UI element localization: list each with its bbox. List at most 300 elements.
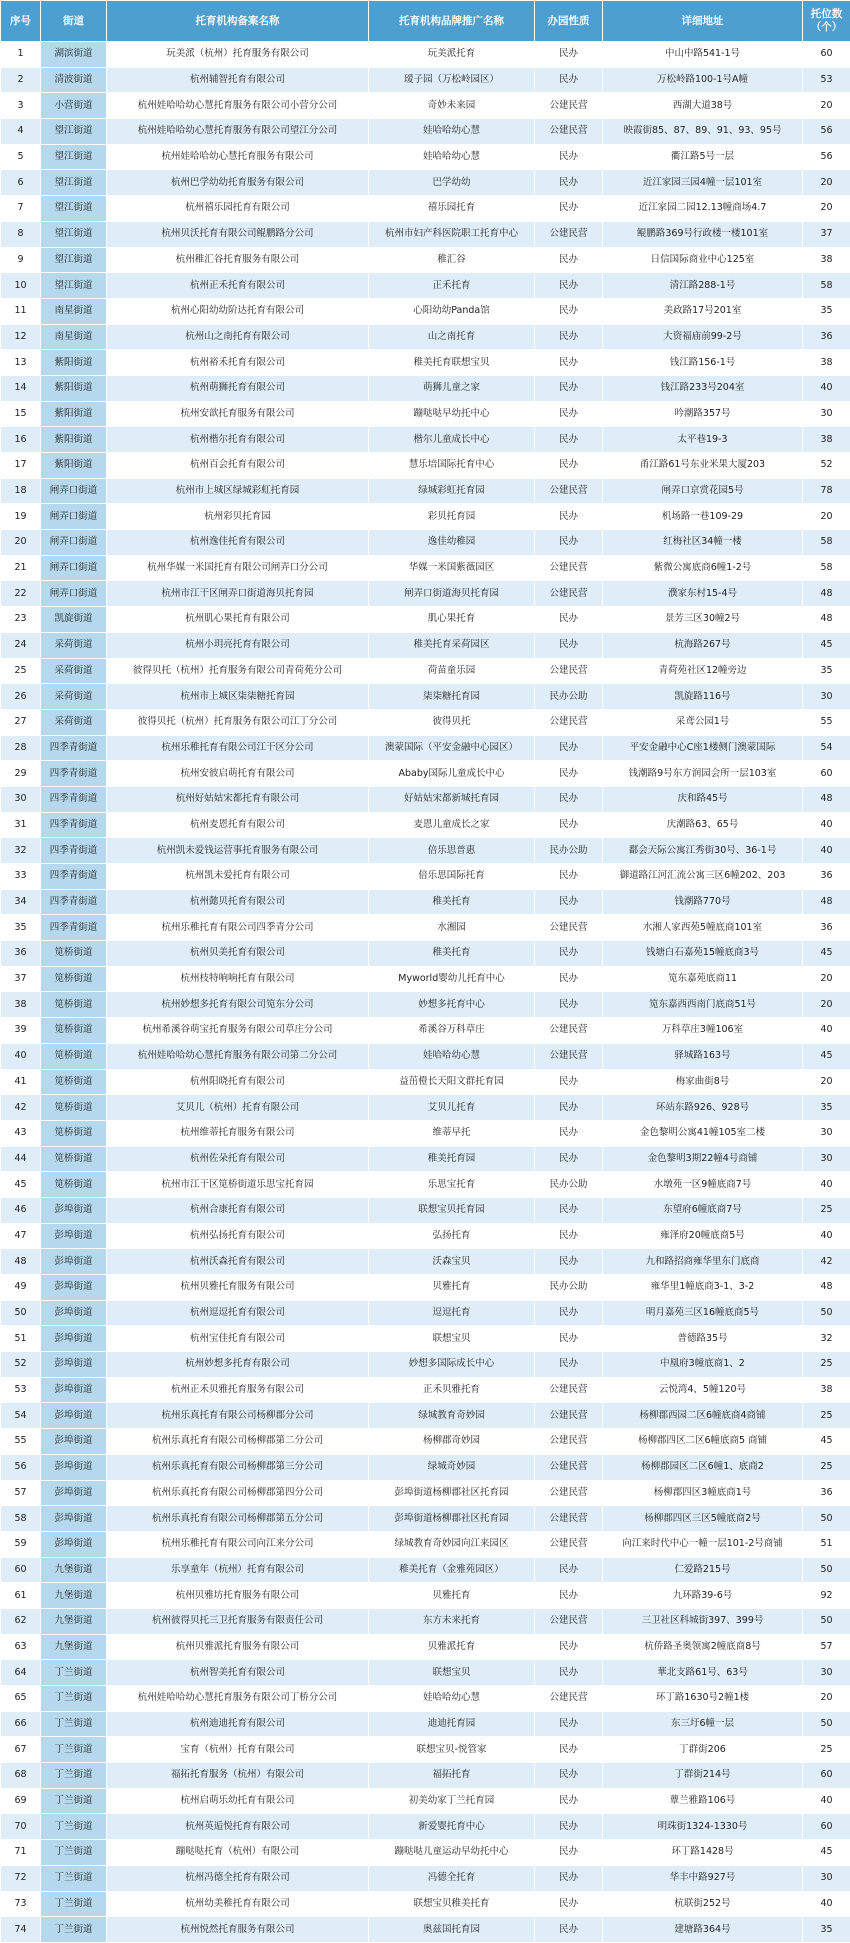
- street-name: 笕桥街道: [41, 1146, 107, 1172]
- table-row: [1, 119, 850, 145]
- row-index: 61: [1, 1583, 41, 1609]
- row-index: 17: [1, 453, 41, 479]
- address: 红梅社区34幢一楼: [603, 530, 803, 556]
- street-name: 九堡街道: [41, 1583, 107, 1609]
- row-index: 57: [1, 1480, 41, 1506]
- header-index: 序号: [1, 1, 41, 42]
- row-index: 33: [1, 864, 41, 890]
- row-index: 54: [1, 1403, 41, 1429]
- brand-name: 绿城彩虹托育园: [369, 478, 535, 504]
- ownership-type: 民办: [535, 42, 603, 68]
- ownership-type: 民办公助: [535, 1172, 603, 1198]
- brand-name: 沃森宝贝: [369, 1249, 535, 1275]
- table-row: [1, 658, 850, 684]
- ownership-type: 民办: [535, 889, 603, 915]
- address: 笕东嘉西西南门底商51号: [603, 992, 803, 1018]
- registered-name: 杭州乐真托育有限公司杨柳郡第三分公司: [107, 1454, 369, 1480]
- row-index: 24: [1, 632, 41, 658]
- ownership-type: 民办: [535, 196, 603, 222]
- address: 钱潮路9号东方润园会所一层103室: [603, 761, 803, 787]
- capacity: 60: [803, 1763, 850, 1789]
- registered-name: 杭州乐真托育有限公司杨柳郡分公司: [107, 1403, 369, 1429]
- table-row: [1, 1583, 850, 1609]
- brand-name: 奇妙未来园: [369, 93, 535, 119]
- registered-name: 杭州逗逗托育有限公司: [107, 1300, 369, 1326]
- table-row: [1, 1531, 850, 1557]
- ownership-type: 公建民营: [535, 1608, 603, 1634]
- table-row: [1, 1095, 850, 1121]
- brand-name: 迪迪托育园: [369, 1711, 535, 1737]
- table-row: [1, 1197, 850, 1223]
- capacity: 35: [803, 1095, 850, 1121]
- street-name: 丁兰街道: [41, 1686, 107, 1712]
- address: 笕东嘉苑底商11: [603, 966, 803, 992]
- row-index: 58: [1, 1506, 41, 1532]
- ownership-type: 民办: [535, 1120, 603, 1146]
- address: 御道路江河汇流公寓三区6幢202、203: [603, 864, 803, 890]
- registered-name: 杭州沃森托育有限公司: [107, 1249, 369, 1275]
- address: 闸弄口京赏花园5号: [603, 478, 803, 504]
- street-name: 南星街道: [41, 324, 107, 350]
- street-name: 笕桥街道: [41, 1120, 107, 1146]
- address: 青荷苑社区12幢旁边: [603, 658, 803, 684]
- registered-name: 杭州弘扬托育有限公司: [107, 1223, 369, 1249]
- registered-name: 蹦哒哒托育（杭州）有限公司: [107, 1840, 369, 1866]
- ownership-type: 民办: [535, 786, 603, 812]
- street-name: 采荷街道: [41, 632, 107, 658]
- ownership-type: 民办: [535, 992, 603, 1018]
- ownership-type: 民办: [535, 247, 603, 273]
- ownership-type: 民办: [535, 1300, 603, 1326]
- row-index: 29: [1, 761, 41, 787]
- row-index: 16: [1, 427, 41, 453]
- row-index: 35: [1, 915, 41, 941]
- street-name: 四季青街道: [41, 915, 107, 941]
- capacity: 45: [803, 632, 850, 658]
- brand-name: 绿城教育奇妙园: [369, 1403, 535, 1429]
- capacity: 20: [803, 1069, 850, 1095]
- address: 鄱会天际公寓江秀街30号、36-1号: [603, 838, 803, 864]
- ownership-type: 民办: [535, 1865, 603, 1891]
- row-index: 60: [1, 1557, 41, 1583]
- ownership-type: 公建民营: [535, 1506, 603, 1532]
- brand-name: 娃哈哈幼心慧: [369, 1686, 535, 1712]
- capacity: 48: [803, 607, 850, 633]
- address: 庆潮路63、65号: [603, 812, 803, 838]
- registered-name: 杭州幼美稚托育有限公司: [107, 1891, 369, 1917]
- brand-name: 逗逗托育: [369, 1300, 535, 1326]
- address: 钱江路233号204室: [603, 375, 803, 401]
- capacity: 50: [803, 1711, 850, 1737]
- capacity: 35: [803, 1917, 850, 1943]
- brand-name: 稚汇谷: [369, 247, 535, 273]
- capacity: 50: [803, 1506, 850, 1532]
- brand-name: 维蒂早托: [369, 1120, 535, 1146]
- brand-name: 贝雅托育: [369, 1583, 535, 1609]
- registered-name: 杭州彼得贝托三卫托育服务有限责任公司: [107, 1608, 369, 1634]
- brand-name: 正禾托育: [369, 273, 535, 299]
- ownership-type: 民办: [535, 607, 603, 633]
- capacity: 38: [803, 1377, 850, 1403]
- capacity: 56: [803, 119, 850, 145]
- brand-name: 心阳幼幼Panda馆: [369, 298, 535, 324]
- street-name: 望江街道: [41, 221, 107, 247]
- ownership-type: 民办公助: [535, 838, 603, 864]
- ownership-type: 民办: [535, 735, 603, 761]
- table-row: [1, 1660, 850, 1686]
- registered-name: 杭州乐真托育有限公司杨柳郡第二分公司: [107, 1429, 369, 1455]
- capacity: 30: [803, 401, 850, 427]
- capacity: 20: [803, 966, 850, 992]
- ownership-type: 民办: [535, 761, 603, 787]
- registered-name: 杭州贝雅坊托育服务有限公司: [107, 1583, 369, 1609]
- ownership-type: 公建民营: [535, 93, 603, 119]
- ownership-type: 公建民营: [535, 1686, 603, 1712]
- table-row: [1, 1377, 850, 1403]
- brand-name: 娃哈哈幼心慧: [369, 119, 535, 145]
- row-index: 67: [1, 1737, 41, 1763]
- table-row: [1, 1480, 850, 1506]
- ownership-type: 民办: [535, 864, 603, 890]
- capacity: 30: [803, 1660, 850, 1686]
- street-name: 笕桥街道: [41, 941, 107, 967]
- ownership-type: 公建民营: [535, 119, 603, 145]
- ownership-type: 民办: [535, 453, 603, 479]
- address: 东望府6幢底商7号: [603, 1197, 803, 1223]
- registered-name: 杭州市上城区绿城彩虹托育园: [107, 478, 369, 504]
- capacity: 51: [803, 1531, 850, 1557]
- table-row: [1, 1506, 850, 1532]
- street-name: 闸弄口街道: [41, 478, 107, 504]
- row-index: 46: [1, 1197, 41, 1223]
- street-name: 望江街道: [41, 273, 107, 299]
- street-name: 凯旋街道: [41, 607, 107, 633]
- street-name: 四季青街道: [41, 864, 107, 890]
- registered-name: 杭州妙想多托育有限公司: [107, 1352, 369, 1378]
- row-index: 15: [1, 401, 41, 427]
- ownership-type: 公建民营: [535, 1018, 603, 1044]
- capacity: 20: [803, 170, 850, 196]
- table-row: [1, 1814, 850, 1840]
- street-name: 彭埠街道: [41, 1223, 107, 1249]
- street-name: 望江街道: [41, 247, 107, 273]
- brand-name: 绿城奇妙园: [369, 1454, 535, 1480]
- table-row: [1, 1686, 850, 1712]
- row-index: 53: [1, 1377, 41, 1403]
- table-row: [1, 196, 850, 222]
- brand-name: 联想宝贝托育园: [369, 1197, 535, 1223]
- table-row: [1, 1608, 850, 1634]
- street-name: 丁兰街道: [41, 1788, 107, 1814]
- address: 杨柳郡四区三区5幢底商2号: [603, 1506, 803, 1532]
- ownership-type: 民办: [535, 1840, 603, 1866]
- registered-name: 杭州市江干区闸弄口街道海贝托育园: [107, 581, 369, 607]
- street-name: 彭埠街道: [41, 1326, 107, 1352]
- brand-name: 稚美托育园: [369, 1146, 535, 1172]
- row-index: 52: [1, 1352, 41, 1378]
- registered-name: 杭州宝佳托育有限公司: [107, 1326, 369, 1352]
- table-row: [1, 170, 850, 196]
- street-name: 紫阳街道: [41, 375, 107, 401]
- row-index: 12: [1, 324, 41, 350]
- row-index: 66: [1, 1711, 41, 1737]
- table-row: [1, 1403, 850, 1429]
- address: 中山中路541-1号: [603, 42, 803, 68]
- registered-name: 杭州市上城区柒柒糖托育园: [107, 684, 369, 710]
- capacity: 58: [803, 555, 850, 581]
- header-brand-name: 托育机构品牌推广名称: [369, 1, 535, 42]
- table-row: [1, 889, 850, 915]
- capacity: 20: [803, 504, 850, 530]
- table-row: [1, 401, 850, 427]
- street-name: 丁兰街道: [41, 1660, 107, 1686]
- table-row: [1, 1557, 850, 1583]
- capacity: 60: [803, 1814, 850, 1840]
- registered-name: 福拓托育服务（杭州）有限公司: [107, 1763, 369, 1789]
- brand-name: 蹦哒哒儿童运动早幼托中心: [369, 1840, 535, 1866]
- brand-name: 稚美托育采荷园区: [369, 632, 535, 658]
- address: 万科草庄3幢106室: [603, 1018, 803, 1044]
- street-name: 紫阳街道: [41, 350, 107, 376]
- capacity: 53: [803, 67, 850, 93]
- address: 中凰府3幢底商1、2: [603, 1352, 803, 1378]
- ownership-type: 民办: [535, 324, 603, 350]
- street-name: 紫阳街道: [41, 453, 107, 479]
- ownership-type: 公建民营: [535, 221, 603, 247]
- capacity: 35: [803, 658, 850, 684]
- row-index: 41: [1, 1069, 41, 1095]
- address: 向江来时代中心一幢一层101-2号商铺: [603, 1531, 803, 1557]
- address: 鲲鹏路369号行政楼一楼101室: [603, 221, 803, 247]
- row-index: 71: [1, 1840, 41, 1866]
- street-name: 丁兰街道: [41, 1711, 107, 1737]
- ownership-type: 民办: [535, 375, 603, 401]
- brand-name: 东方未来托育: [369, 1608, 535, 1634]
- street-name: 紫阳街道: [41, 427, 107, 453]
- row-index: 39: [1, 1018, 41, 1044]
- brand-name: 华媒一米国紫薇园区: [369, 555, 535, 581]
- address: 梅家曲街8号: [603, 1069, 803, 1095]
- registered-name: 杭州贝雅托育服务有限公司: [107, 1275, 369, 1301]
- address: 濮家东村15-4号: [603, 581, 803, 607]
- ownership-type: 民办: [535, 1095, 603, 1121]
- address: 庆和路45号: [603, 786, 803, 812]
- header-address: 详细地址: [603, 1, 803, 42]
- row-index: 51: [1, 1326, 41, 1352]
- address: 丁群街206: [603, 1737, 803, 1763]
- registered-name: 彼得贝托（杭州）托育服务有限公司江丁分公司: [107, 709, 369, 735]
- brand-name: 联想宝贝: [369, 1326, 535, 1352]
- address: 钱潮路770号: [603, 889, 803, 915]
- registered-name: 杭州安歆托育服务有限公司: [107, 401, 369, 427]
- street-name: 丁兰街道: [41, 1763, 107, 1789]
- capacity: 48: [803, 786, 850, 812]
- row-index: 37: [1, 966, 41, 992]
- ownership-type: 民办: [535, 504, 603, 530]
- street-name: 四季青街道: [41, 735, 107, 761]
- table-row: [1, 1069, 850, 1095]
- ownership-type: 民办: [535, 350, 603, 376]
- brand-name: 巴学幼幼: [369, 170, 535, 196]
- row-index: 32: [1, 838, 41, 864]
- street-name: 小营街道: [41, 93, 107, 119]
- capacity: 40: [803, 1788, 850, 1814]
- registered-name: 杭州希溪谷萌宝托育服务有限公司草庄分公司: [107, 1018, 369, 1044]
- brand-name: 禧乐园托育: [369, 196, 535, 222]
- capacity: 35: [803, 298, 850, 324]
- brand-name: 闸弄口街道海贝托育园: [369, 581, 535, 607]
- brand-name: 益茁橙长天阳文群托育园: [369, 1069, 535, 1095]
- table-row: [1, 735, 850, 761]
- row-index: 7: [1, 196, 41, 222]
- registered-name: 杭州正禾贝雅托育服务有限公司: [107, 1377, 369, 1403]
- row-index: 55: [1, 1429, 41, 1455]
- address: 杨柳郡西园二区6幢底商4商铺: [603, 1403, 803, 1429]
- registered-name: 杭州市江干区笕桥街道乐思宝托育园: [107, 1172, 369, 1198]
- registered-name: 杭州安彼启萌托育有限公司: [107, 761, 369, 787]
- address: 钱塘白石嘉苑15幢底商3号: [603, 941, 803, 967]
- table-row: [1, 1763, 850, 1789]
- ownership-type: 民办: [535, 1352, 603, 1378]
- table-row: [1, 1120, 850, 1146]
- brand-name: Myworld婴幼儿托育中心: [369, 966, 535, 992]
- brand-name: 联想宝贝-悦管家: [369, 1737, 535, 1763]
- capacity: 36: [803, 1480, 850, 1506]
- address: 紫微公寓底商6幢1-2号: [603, 555, 803, 581]
- table-row: [1, 427, 850, 453]
- registered-name: 杭州乐稚托育有限公司江干区分公司: [107, 735, 369, 761]
- ownership-type: 公建民营: [535, 1043, 603, 1069]
- street-name: 丁兰街道: [41, 1891, 107, 1917]
- registered-name: 玩美派（杭州）托育服务有限公司: [107, 42, 369, 68]
- row-index: 21: [1, 555, 41, 581]
- address: 九和路招商雍华里东门底商: [603, 1249, 803, 1275]
- ownership-type: 公建民营: [535, 1377, 603, 1403]
- street-name: 笕桥街道: [41, 966, 107, 992]
- street-name: 湖滨街道: [41, 42, 107, 68]
- capacity: 55: [803, 709, 850, 735]
- street-name: 望江街道: [41, 196, 107, 222]
- address: 杭侨路圣奥领寓2幢底商8号: [603, 1634, 803, 1660]
- brand-name: 稚美托育: [369, 941, 535, 967]
- ownership-type: 民办: [535, 298, 603, 324]
- street-name: 闸弄口街道: [41, 530, 107, 556]
- registered-name: 杭州乐真托育有限公司杨柳郡第四分公司: [107, 1480, 369, 1506]
- row-index: 10: [1, 273, 41, 299]
- street-name: 笕桥街道: [41, 1018, 107, 1044]
- ownership-type: 民办: [535, 1069, 603, 1095]
- row-index: 42: [1, 1095, 41, 1121]
- table-row: [1, 93, 850, 119]
- street-name: 笕桥街道: [41, 1095, 107, 1121]
- address: 华丰中路927号: [603, 1865, 803, 1891]
- registered-name: 彼得贝托（杭州）托育服务有限公司青荷苑分公司: [107, 658, 369, 684]
- address: 万松岭路100-1号A幢: [603, 67, 803, 93]
- row-index: 1: [1, 42, 41, 68]
- ownership-type: 民办: [535, 632, 603, 658]
- capacity: 20: [803, 1686, 850, 1712]
- address: 驿城路163号: [603, 1043, 803, 1069]
- table-row: [1, 1018, 850, 1044]
- table-row: [1, 941, 850, 967]
- row-index: 38: [1, 992, 41, 1018]
- registered-name: 杭州好姑姑宋都托育有限公司: [107, 786, 369, 812]
- address: 日信国际商业中心125室: [603, 247, 803, 273]
- street-name: 南星街道: [41, 298, 107, 324]
- ownership-type: 民办: [535, 966, 603, 992]
- row-index: 72: [1, 1865, 41, 1891]
- row-index: 69: [1, 1788, 41, 1814]
- address: 金色黎明公寓41幢105室二楼: [603, 1120, 803, 1146]
- capacity: 40: [803, 838, 850, 864]
- ownership-type: 民办: [535, 1814, 603, 1840]
- row-index: 36: [1, 941, 41, 967]
- row-index: 14: [1, 375, 41, 401]
- row-index: 30: [1, 786, 41, 812]
- table-row: [1, 504, 850, 530]
- street-name: 四季青街道: [41, 889, 107, 915]
- address: 水湘人家西苑5幢底商101室: [603, 915, 803, 941]
- registered-name: 杭州乐稚托育有限公司向江来分公司: [107, 1531, 369, 1557]
- brand-name: 逸佳幼稚园: [369, 530, 535, 556]
- address: 太平巷19-3: [603, 427, 803, 453]
- address: 三卫社区科城街397、399号: [603, 1608, 803, 1634]
- row-index: 68: [1, 1763, 41, 1789]
- brand-name: 初美幼家丁兰托育园: [369, 1788, 535, 1814]
- brand-name: 希溪谷万科草庄: [369, 1018, 535, 1044]
- registered-name: 艾贝儿（杭州）托育有限公司: [107, 1095, 369, 1121]
- address: 雍华里1幢底商3-1、3-2: [603, 1275, 803, 1301]
- brand-name: 新爱婴托育中心: [369, 1814, 535, 1840]
- row-index: 63: [1, 1634, 41, 1660]
- brand-name: 麦恩儿童成长之家: [369, 812, 535, 838]
- address: 杨柳郡四区3幢底商1号: [603, 1480, 803, 1506]
- ownership-type: 公建民营: [535, 1480, 603, 1506]
- street-name: 望江街道: [41, 170, 107, 196]
- registered-name: 杭州贝沃托育有限公司鲲鹏路分公司: [107, 221, 369, 247]
- ownership-type: 民办: [535, 170, 603, 196]
- row-index: 49: [1, 1275, 41, 1301]
- street-name: 彭埠街道: [41, 1352, 107, 1378]
- header-ownership-type: 办园性质: [535, 1, 603, 42]
- table-row: [1, 1326, 850, 1352]
- capacity: 50: [803, 1300, 850, 1326]
- street-name: 彭埠街道: [41, 1454, 107, 1480]
- street-name: 笕桥街道: [41, 1172, 107, 1198]
- capacity: 92: [803, 1583, 850, 1609]
- table-row: [1, 298, 850, 324]
- table-row: [1, 247, 850, 273]
- table-row: [1, 1840, 850, 1866]
- address: 杭联街252号: [603, 1891, 803, 1917]
- street-name: 丁兰街道: [41, 1737, 107, 1763]
- table-row: [1, 786, 850, 812]
- ownership-type: 民办: [535, 1197, 603, 1223]
- brand-name: 乐思宝托育: [369, 1172, 535, 1198]
- header-capacity: 托位数（个）: [803, 1, 850, 42]
- street-name: 彭埠街道: [41, 1506, 107, 1532]
- street-name: 丁兰街道: [41, 1865, 107, 1891]
- row-index: 44: [1, 1146, 41, 1172]
- brand-name: 彭埠街道杨柳郡社区托育园: [369, 1480, 535, 1506]
- row-index: 5: [1, 144, 41, 170]
- street-name: 笕桥街道: [41, 1043, 107, 1069]
- registered-name: 杭州华媒一米国托育有限公司闸弄口分公司: [107, 555, 369, 581]
- capacity: 60: [803, 42, 850, 68]
- registered-name: 杭州枝特响响托育有限公司: [107, 966, 369, 992]
- registered-name: 杭州阳晓托育有限公司: [107, 1069, 369, 1095]
- brand-name: 冯德全托育: [369, 1865, 535, 1891]
